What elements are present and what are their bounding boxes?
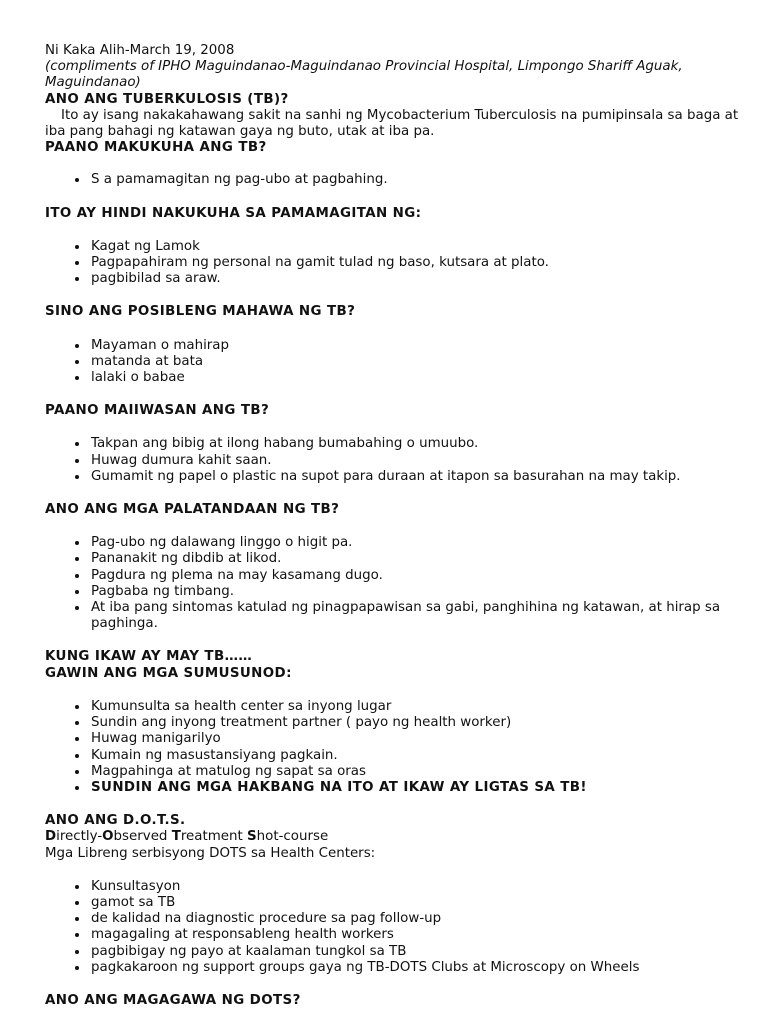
list-item-emphasis: • SUNDIN ANG MGA HAKBANG NA ITO AT IKAW AY LIGTAS SA TB! [89,780,745,796]
acronym-rest: hot-course [256,829,329,845]
list-prevention [45,436,745,485]
heading-do-the-following: GAWIN ANG MGA SUMUSUNOD: [45,665,292,681]
acronym-initial: D [45,829,57,845]
heading-what-is-tb: ANO ANG TUBERKULOSIS (TB)? [45,91,289,107]
heading-what-is-dots: ANO ANG D.O.T.S. [45,813,186,829]
list-item: • lalaki o babae [89,370,745,386]
list-item: • Pananakit ng dibdib at likod. [89,551,745,567]
list-who-can-be-infected [45,338,745,387]
list-item: • Gumamit ng papel o plastic na supot para duraan at itapon sa basurahan na may takip. [89,469,745,485]
list-dots-services [45,879,745,976]
list-item: • Kunsultasyon [89,879,745,895]
list-item: • matanda at bata [89,354,745,370]
list-item: • pagkakaroon ng support groups gaya ng TB-DOTS Clubs at Microscopy on Wheels [89,960,745,976]
byline: Ni Kaka Alih-March 19, 2008 [45,43,235,58]
list-item: • Kagat ng Lamok [89,239,745,255]
dots-services-intro: Mga Libreng serbisyong DOTS sa Health Centers: [45,845,376,861]
credit-line: (compliments of IPHO Maguindanao-Maguindanao Provincial Hospital, Limpongo Shariff Aguak, Maguindanao) [45,59,683,91]
acronym-initial: T [171,829,181,845]
heading-prevention: PAANO MAIIWASAN ANG TB? [45,403,270,419]
list-item: • Huwag dumura kahit saan. [89,453,745,469]
acronym-rest: reatment [180,829,248,845]
list-item: • At iba pang sintomas katulad ng pinagpapawisan sa gabi, panghihina ng katawan, at hirap sa paghinga. [89,600,745,632]
heading-not-transmitted: ITO AY HINDI NAKUKUHA SA PAMAMAGITAN NG: [45,205,422,221]
list-item: • magagaling at responsableng health workers [89,927,745,943]
heading-who-can-be-infected: SINO ANG POSIBLENG MAHAWA NG TB? [45,304,356,320]
heading-how-transmitted: PAANO MAKUKUHA ANG TB? [45,140,267,156]
paragraph-what-is-tb: Ito ay isang nakakahawang sakit na sanhi ng Mycobacterium Tuberculosis na pumipinsala sa baga at iba pang bahagi ng katawan gaya ng buto, utak at iba pa. [45,107,739,140]
list-item: • Pagbaba ng timbang. [89,584,745,600]
list-item: • S a pamamagitan ng pag-ubo at pagbahing. [89,172,745,188]
list-item: • pagbibigay ng payo at kaalaman tungkol sa TB [89,944,745,960]
list-item: • Sundin ang inyong treatment partner ( payo ng health worker) [89,715,745,731]
list-item: • Pag-ubo ng dalawang linggo o higit pa. [89,535,745,551]
document-page [45,43,745,1009]
list-not-transmitted [45,239,745,288]
list-item: • gamot sa TB [89,895,745,911]
list-item: • pagbibilad sa araw. [89,271,745,287]
heading-symptoms: ANO ANG MGA PALATANDAAN NG TB? [45,502,340,518]
list-item: • Kumain ng masustansiyang pagkain. [89,748,745,764]
dots-acronym [45,829,745,845]
list-how-transmitted [45,172,745,188]
list-item: • Mayaman o mahirap [89,338,745,354]
list-item: • Huwag manigarilyo [89,731,745,747]
list-item: • Magpahinga at matulog ng sapat sa oras [89,764,745,780]
list-item: • Kumunsulta sa health center sa inyong lugar [89,699,745,715]
acronym-initial: O [102,829,114,845]
list-item: • de kalidad na diagnostic procedure sa pag follow-up [89,911,745,927]
acronym-rest: irectly- [56,829,103,845]
list-item: • Takpan ang bibig at ilong habang bumabahing o umuubo. [89,436,745,452]
acronym-initial: S [247,829,257,845]
list-do-the-following [45,699,745,796]
heading-if-you-have-tb: KUNG IKAW AY MAY TB…… [45,649,253,665]
acronym-rest: bserved [113,829,172,845]
list-item: • Pagdura ng plema na may kasamang dugo. [89,568,745,584]
list-symptoms [45,535,745,632]
heading-what-dots-can-do: ANO ANG MAGAGAWA NG DOTS? [45,992,301,1008]
list-item: • Pagpapahiram ng personal na gamit tulad ng baso, kutsara at plato. [89,255,745,271]
